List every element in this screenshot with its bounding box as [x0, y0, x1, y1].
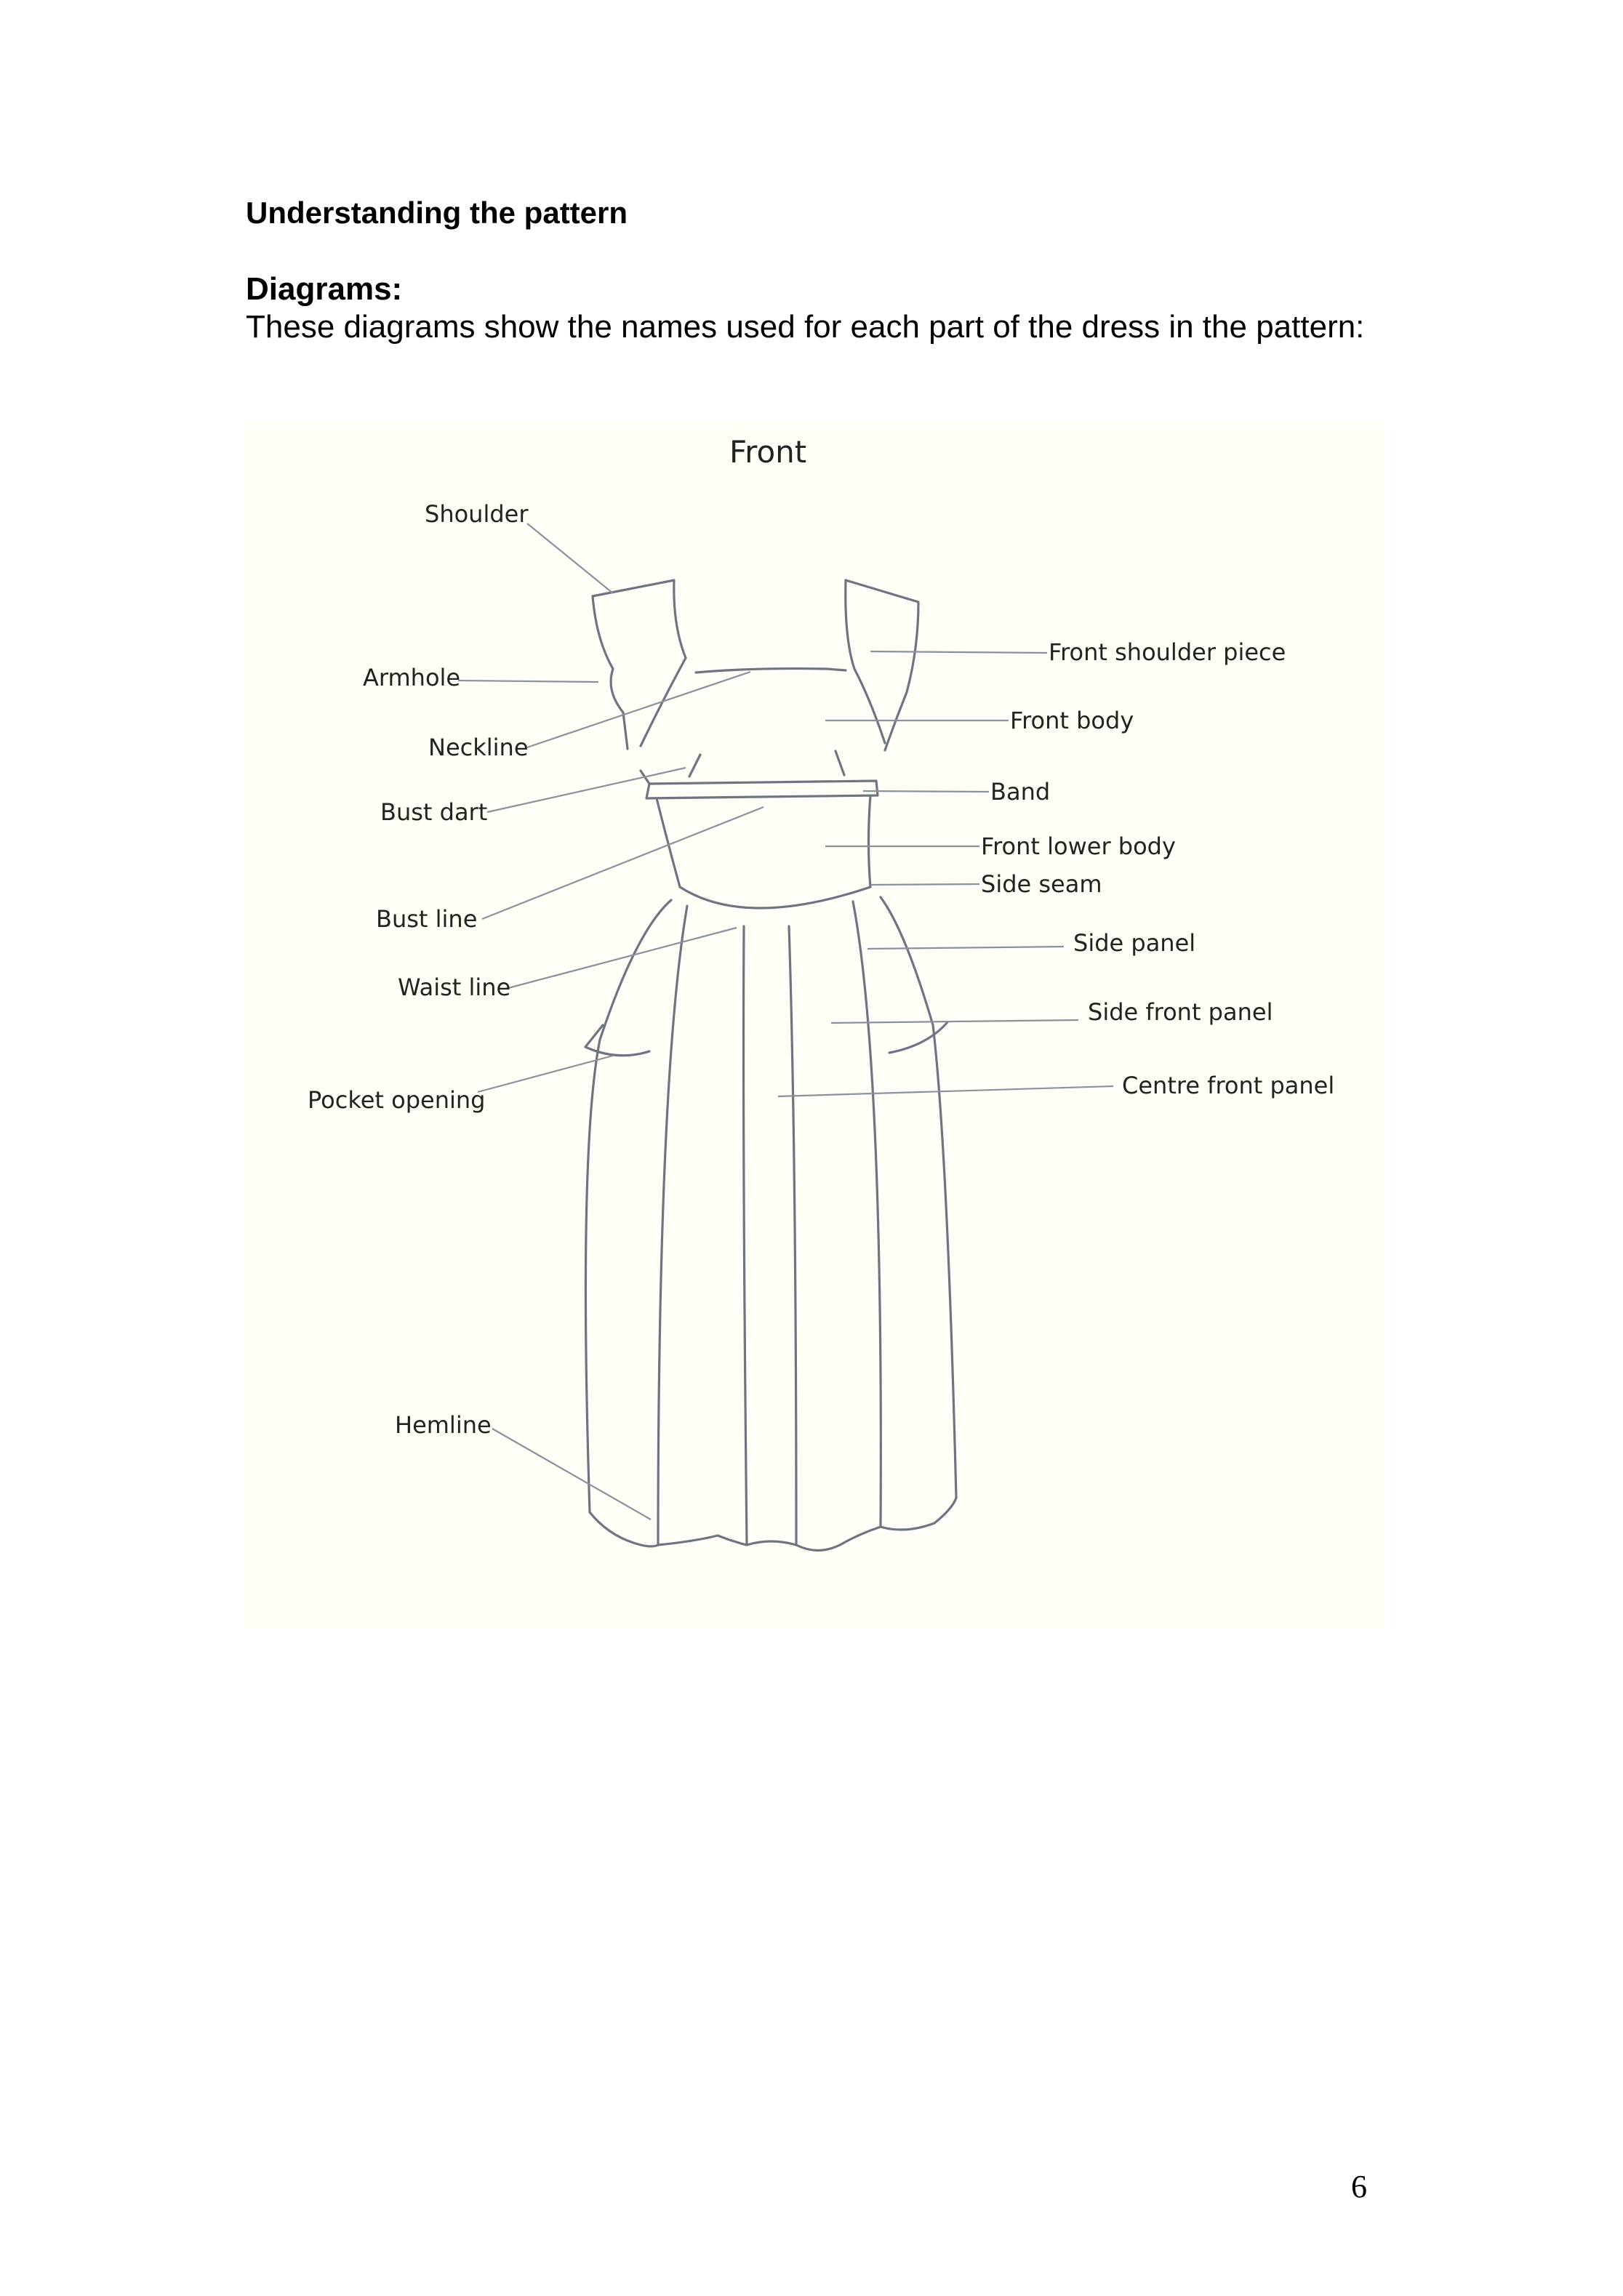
label-hemline: Hemline: [395, 1411, 492, 1439]
label-armhole: Armhole: [363, 664, 461, 691]
label-front-shoulder-piece: Front shoulder piece: [1049, 638, 1286, 666]
label-waist-line: Waist line: [398, 974, 511, 1001]
label-pocket-opening: Pocket opening: [308, 1086, 486, 1114]
label-shoulder: Shoulder: [425, 500, 529, 528]
label-neckline: Neckline: [428, 734, 529, 761]
diagram-title: Front: [729, 434, 807, 470]
label-side-front-panel: Side front panel: [1088, 998, 1273, 1026]
label-bust-dart: Bust dart: [380, 798, 488, 826]
label-front-body: Front body: [1010, 707, 1134, 734]
label-centre-front-panel: Centre front panel: [1122, 1072, 1335, 1099]
diagrams-subheading: Diagrams:: [246, 271, 403, 307]
page-number: 6: [1351, 2169, 1367, 2204]
label-front-lower-body: Front lower body: [981, 832, 1176, 860]
dress-front-diagram: [244, 422, 1385, 1629]
dress-sketch: [585, 580, 956, 1551]
label-bust-line: Bust line: [376, 905, 478, 933]
intro-paragraph: These diagrams show the names used for each part of the dress in the pattern:: [246, 309, 1365, 345]
diagram-labels: [308, 500, 1334, 1439]
label-side-seam: Side seam: [981, 870, 1102, 898]
section-heading: Understanding the pattern: [246, 196, 628, 230]
label-side-panel: Side panel: [1073, 929, 1196, 957]
leader-lines: [458, 523, 1113, 1520]
label-band: Band: [990, 778, 1051, 806]
